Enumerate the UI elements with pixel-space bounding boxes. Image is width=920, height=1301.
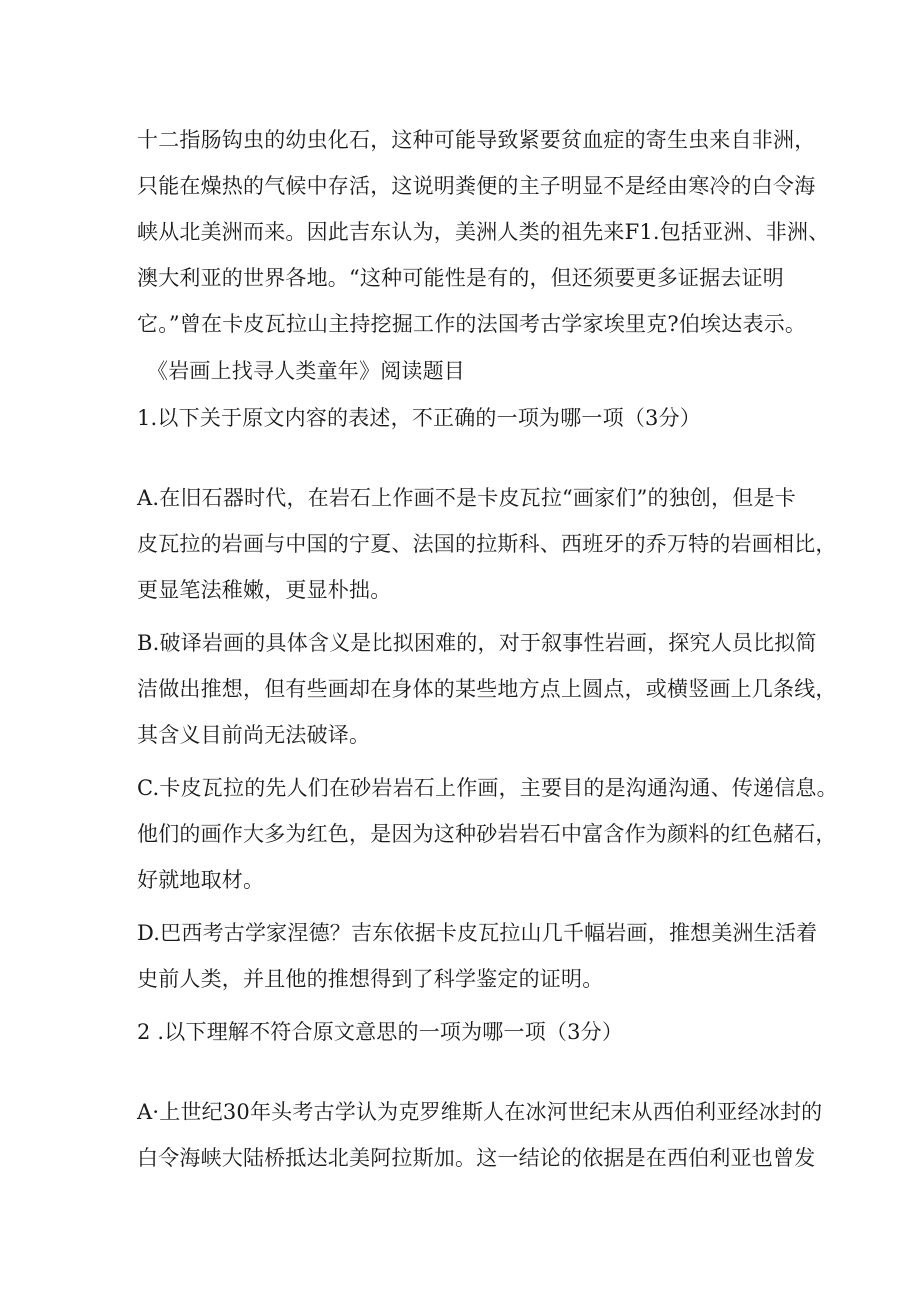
- question-1-option-c: 好就地取材。: [137, 868, 265, 892]
- question-2-stem: 2 .以下理解不符合原文意思的一项为哪一项（3分）: [137, 1020, 624, 1044]
- question-2-option-a: 白令海峡大陆桥抵达北美阿拉斯加。这一结论的依据是在西伯利亚也曾发: [137, 1146, 816, 1170]
- paragraph-line: 十二指肠钩虫的幼虫化石，这种可能导致紧要贫血症的寄生虫来自非洲，: [137, 128, 816, 152]
- question-2-option-a: A·上世纪30年头考古学认为克罗维斯人在冰河世纪末从西伯利亚经冰封的: [137, 1100, 823, 1124]
- paragraph-line: 它。”曾在卡皮瓦拉山主持挖掘工作的法国考古学家埃里克?伯埃达表示。: [137, 312, 807, 336]
- question-1-option-b: 其含义目前尚无法破译。: [137, 723, 371, 747]
- paragraph-line: 澳大利亚的世界各地。“这种可能性是有的，但还须要更多证据去证明: [137, 266, 784, 290]
- section-title: 《岩画上找寻人类童年》阅读题目: [147, 359, 465, 383]
- paragraph-line: 峡从北美洲而来。因此吉东认为，美洲人类的祖先来F1.包括亚洲、非洲、: [137, 220, 830, 244]
- question-1-option-b: 洁做出推想，但有些画却在身体的某些地方点上圆点，或横竖画上几条线，: [137, 677, 837, 701]
- question-1-option-a: A.在旧石器时代，在岩石上作画不是卡皮瓦拉“画家们”的独创，但是卡: [137, 486, 796, 510]
- question-1-stem: 1.以下关于原文内容的表述，不正确的一项为哪一项（3分）: [137, 406, 701, 430]
- question-1-option-d: 史前人类，并且他的推想得到了科学鉴定的证明。: [137, 967, 604, 991]
- question-1-option-a: 更显笔法稚嫩，更显朴拙。: [137, 578, 392, 602]
- question-1-option-b: B.破译岩画的具体含义是比拟困难的，对于叙事性岩画，探究人员比拟简: [137, 631, 817, 655]
- question-1-option-c: 他们的画作大多为红色，是因为这种砂岩岩石中富含作为颜料的红色赭石，: [137, 822, 837, 846]
- question-1-option-a: 皮瓦拉的岩画与中国的宁夏、法国的拉斯科、西班牙的乔万特的岩画相比，: [137, 532, 837, 556]
- question-1-option-d: D.巴西考古学家涅德？吉东依据卡皮瓦拉山几千幅岩画，推想美洲生活着: [137, 921, 818, 945]
- paragraph-line: 只能在燥热的气候中存活，这说明粪便的主子明显不是经由寒冷的白令海: [137, 174, 816, 198]
- question-1-option-c: C.卡皮瓦拉的先人们在砂岩岩石上作画，主要目的是沟通沟通、传递信息。: [137, 776, 838, 800]
